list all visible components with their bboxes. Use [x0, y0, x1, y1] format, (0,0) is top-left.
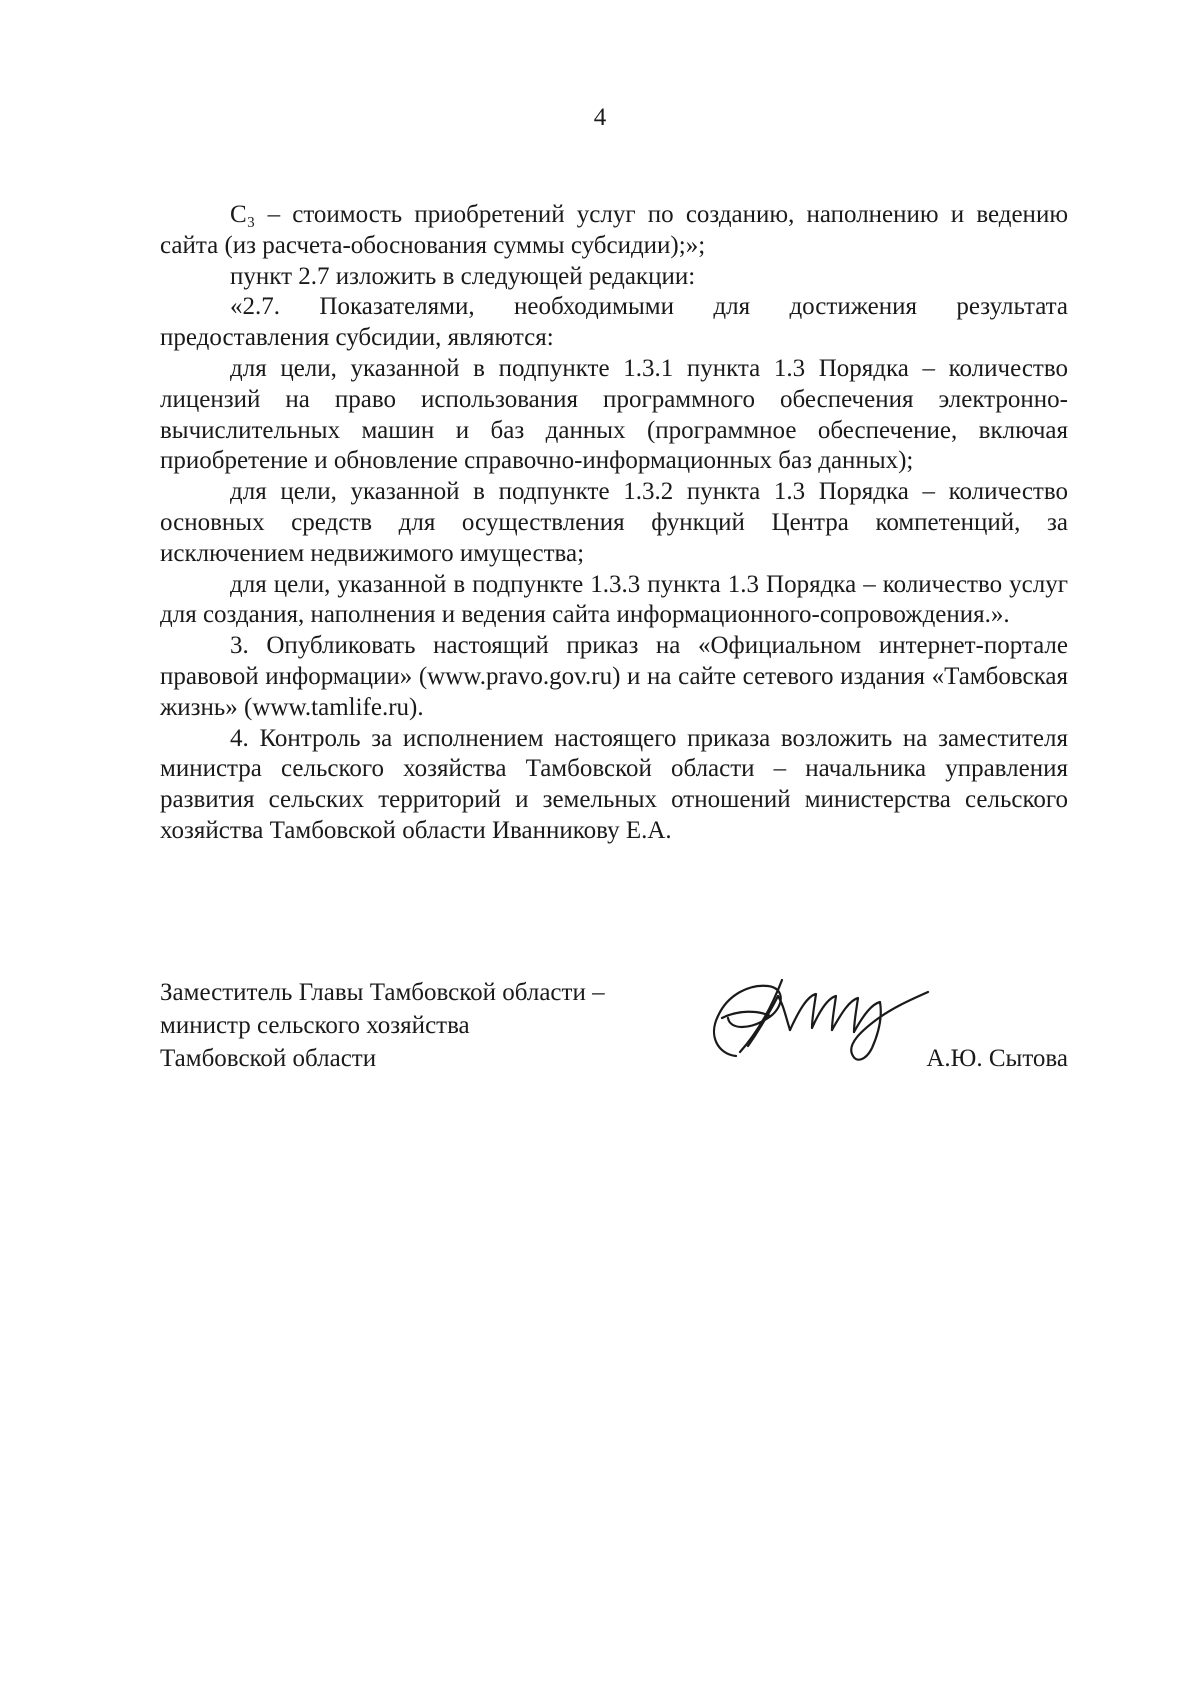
paragraph-amend-clause: пункт 2.7 изложить в следующей редакции:	[230, 262, 696, 290]
signer-title	[160, 976, 605, 1075]
paragraph-publication: 3. Опубликовать настоящий приказ на «Официальном интернет-портале правовой информации» (www.pravo.gov.ru) и на сайте сетевого издания «Тамбовская жизнь» (www.tamlife.ru).	[160, 632, 1068, 721]
signer-title-line: министр сельского хозяйства	[160, 1012, 470, 1039]
signature-block	[160, 976, 1068, 1096]
paragraph-goal-1-3-3: для цели, указанной в подпункте 1.3.3 пункта 1.3 Порядка – количество услуг для создания, наполнения и ведения сайта информационного-сопровождения.».	[160, 570, 1068, 629]
signer-title-line: Заместитель Главы Тамбовской области –	[160, 979, 605, 1006]
paragraph-goal-1-3-1: для цели, указанной в подпункте 1.3.1 пункта 1.3 Порядка – количество лицензий на право использования программного обеспечения электронно-вычислительных машин и баз данных (программное обеспечение, включая приобретение и обновление справочно-информационных баз данных);	[160, 354, 1068, 475]
signer-name: А.Ю. Сытова	[926, 1045, 1068, 1072]
paragraph-indicators-intro: «2.7. Показателями, необходимыми для достижения результата предоставления субсидии, являются:	[160, 293, 1068, 352]
handwritten-signature	[688, 956, 938, 1068]
document-body	[160, 200, 1068, 847]
signer-title-line: Тамбовской области	[160, 1045, 377, 1072]
paragraph-control: 4. Контроль за исполнением настоящего приказа возложить на заместителя министра сельского хозяйства Тамбовской области – начальника управления развития сельских территорий и земельных отношений министерства сельского хозяйства Тамбовской области Иванникову Е.А.	[160, 724, 1068, 844]
page-number: 4	[593, 104, 607, 131]
paragraph-cost-definition: C₃ – стоимость приобретений услуг по созданию, наполнению и ведению сайта (из расчета-обоснования суммы субсидии);»;	[160, 201, 1068, 259]
paragraph-goal-1-3-2: для цели, указанной в подпункте 1.3.2 пункта 1.3 Порядка – количество основных средств для осуществления функций Центра компетенций, за исключением недвижимого имущества;	[160, 478, 1068, 567]
